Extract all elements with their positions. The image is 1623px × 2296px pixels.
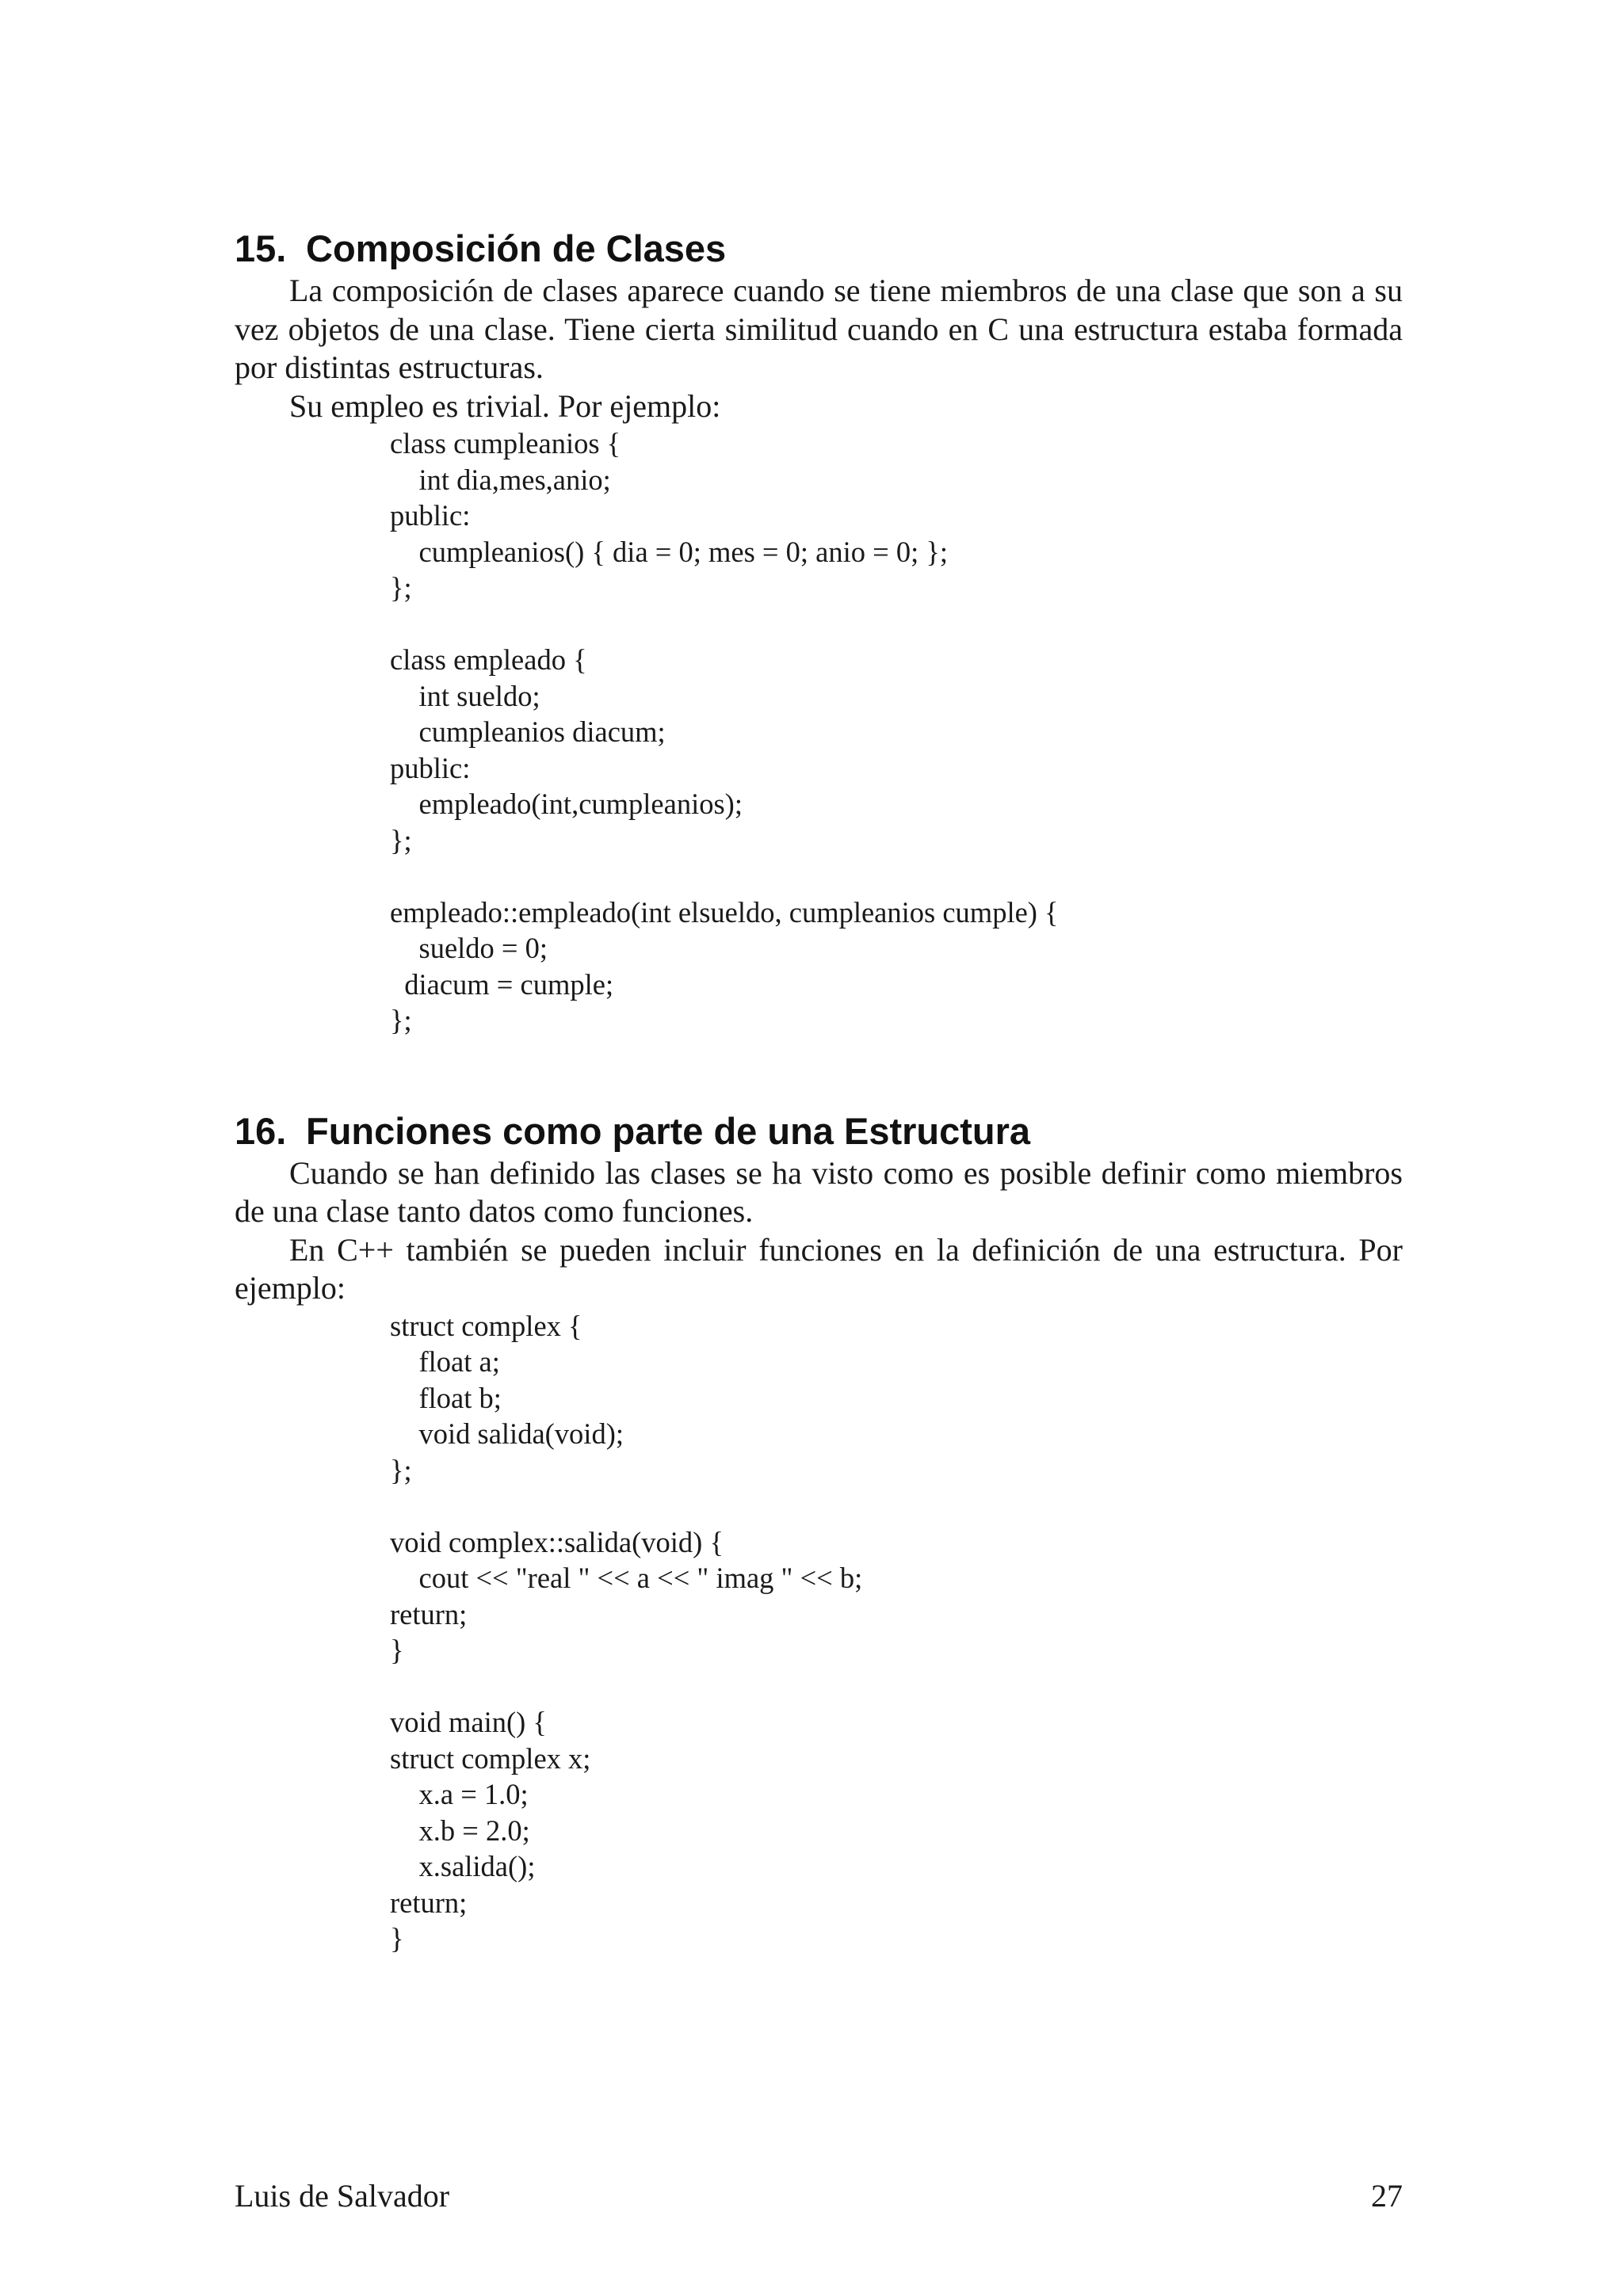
paragraph: En C++ también se pueden incluir funciones en la definición de una estructura. Por ejemplo: [235, 1231, 1403, 1306]
paragraph: Su empleo es trivial. Por ejemplo: [289, 387, 721, 424]
section-16 [235, 1108, 1403, 1957]
paragraph: Cuando se han definido las clases se ha visto como es posible definir como miembros de una clase tanto datos como funciones. [235, 1154, 1403, 1229]
section-title: Composición de Clases [306, 227, 727, 269]
footer-author: Luis de Salvador [235, 2178, 450, 2214]
paragraph: La composición de clases aparece cuando se tiene miembros de una clase que son a su vez objetos de una clase. Tiene cierta similitud cuando en C una estructura estaba formada por distintas estructuras. [235, 273, 1403, 385]
code-block: class cumpleanios { int dia,mes,anio; public: cumpleanios() { dia = 0; mes = 0; anio = 0; }; }; class empleado { int sueldo; cumpleanios diacum; public: empleado(int,cumpleanios); }; empleado::empleado(int elsueldo, cumpleanios cumple) { sueldo = 0; diacum = cumple; }; [390, 427, 1059, 1036]
section-spacer [235, 1039, 1403, 1108]
code-block: struct complex { float a; float b; void salida(void); }; void complex::salida(void) { cout << "real " << a << " imag " << b; return; } void main() { struct complex x; x.a = 1.0; x.b = 2.0; x.salida(); return; } [390, 1309, 863, 1955]
page-content [235, 226, 1403, 1957]
section-15 [235, 226, 1403, 1039]
section-heading [235, 1108, 1403, 1154]
section-title: Funciones como parte de una Estructura [306, 1109, 1031, 1152]
section-number: 15. [235, 227, 287, 269]
section-number: 16. [235, 1109, 287, 1152]
page-footer [235, 2177, 1403, 2215]
section-heading [235, 226, 1403, 272]
page-number: 27 [1371, 2178, 1403, 2214]
